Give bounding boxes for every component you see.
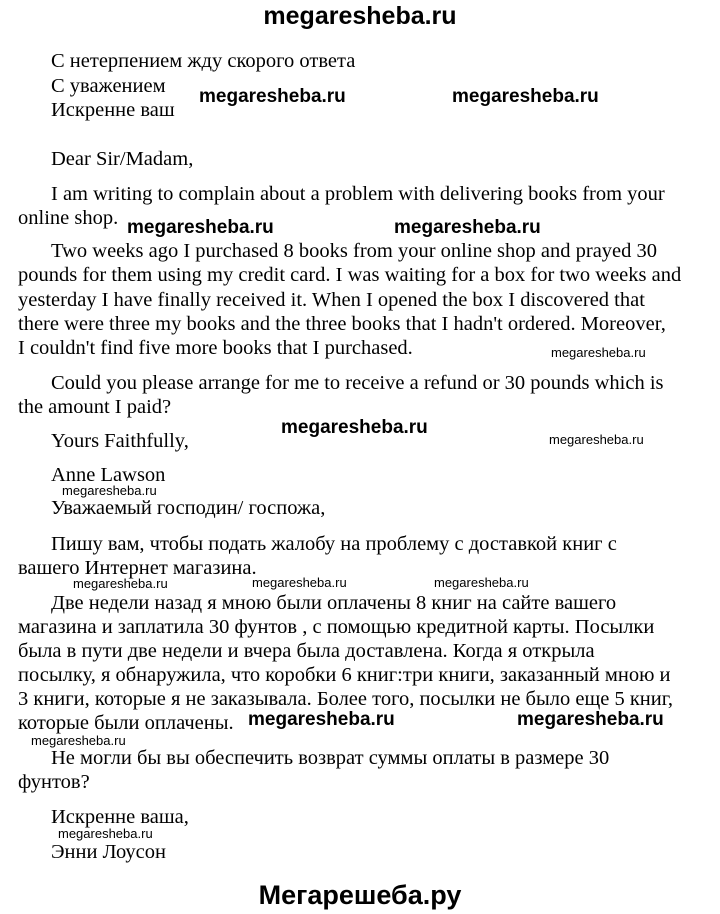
en-p1-line-2: online shop. [18,207,119,229]
watermark-small: megaresheba.ru [62,483,157,498]
watermark-small: megaresheba.ru [551,345,646,360]
en-p2-line-1: Two weeks ago I purchased 8 books from your online shop and prayed 30 [51,240,658,262]
watermark: megaresheba.ru [281,417,428,438]
closing-phrase-2: С уважением [51,75,166,97]
ru-p2-line-5: 3 книги, которые я не заказывала. Более того, посылки не было еще 5 книг, [18,688,673,710]
en-signature: Anne Lawson [51,464,166,486]
en-p3-line-1: Could you please arrange for me to receive a refund or 30 pounds which is [51,372,664,394]
watermark: megaresheba.ru [199,86,346,107]
ru-p2-line-6: которые были оплачены. [18,712,234,734]
watermark-small: megaresheba.ru [73,576,168,591]
en-greeting: Dear Sir/Madam, [51,148,194,170]
watermark-small: megaresheba.ru [31,733,126,748]
en-p2-line-4: there were three my books and the three books that I hadn't ordered. Moreover, [18,313,666,335]
ru-p2-line-3: была в пути две недели и вчера была доставлена. Когда я открыла [18,640,595,662]
ru-p3-line-1: Не могли бы вы обеспечить возврат суммы оплаты в размере 30 [51,747,610,769]
watermark-small: megaresheba.ru [434,575,529,590]
header-watermark: megaresheba.ru [263,2,457,30]
en-p3-line-2: the amount I paid? [18,396,172,418]
ru-signature: Энни Лоусон [51,841,167,863]
en-p2-line-5: I couldn't find five more books that I purchased. [18,337,413,359]
watermark-small: megaresheba.ru [549,432,644,447]
ru-p2-line-2: магазина и заплатила 30 фунтов , с помощью кредитной карты. Посылки [18,616,655,638]
en-p2-line-3: yesterday I have finally received it. When I opened the box I discovered that [18,289,645,311]
watermark: megaresheba.ru [127,217,274,238]
ru-greeting: Уважаемый господин/ госпожа, [51,497,326,519]
watermark-small: megaresheba.ru [252,575,347,590]
ru-p3-line-2: фунтов? [18,771,90,793]
ru-p1-line-2: вашего Интернет магазина. [18,557,257,579]
watermark: megaresheba.ru [452,86,599,107]
en-p2-line-2: pounds for them using my credit card. I was waiting for a box for two weeks and [18,264,682,286]
watermark-small: megaresheba.ru [58,826,153,841]
ru-p2-line-4: посылку, я обнаружила, что коробки 6 книг:три книги, заказанный мною и [18,664,671,686]
ru-closing: Искренне ваша, [51,806,189,828]
en-p1-line-1: I am writing to complain about a problem with delivering books from your [51,183,665,205]
en-closing: Yours Faithfully, [51,430,189,452]
closing-phrase-1: С нетерпением жду скорого ответа [51,50,356,72]
watermark: megaresheba.ru [248,709,395,730]
watermark: megaresheba.ru [517,709,664,730]
closing-phrase-3: Искренне ваш [51,99,175,121]
footer-watermark: Мегарешеба.ру [258,880,462,910]
watermark: megaresheba.ru [394,217,541,238]
ru-p2-line-1: Две недели назад я мною были оплачены 8 книг на сайте вашего [51,592,617,614]
ru-p1-line-1: Пишу вам, чтобы подать жалобу на проблему с доставкой книг с [51,533,617,555]
